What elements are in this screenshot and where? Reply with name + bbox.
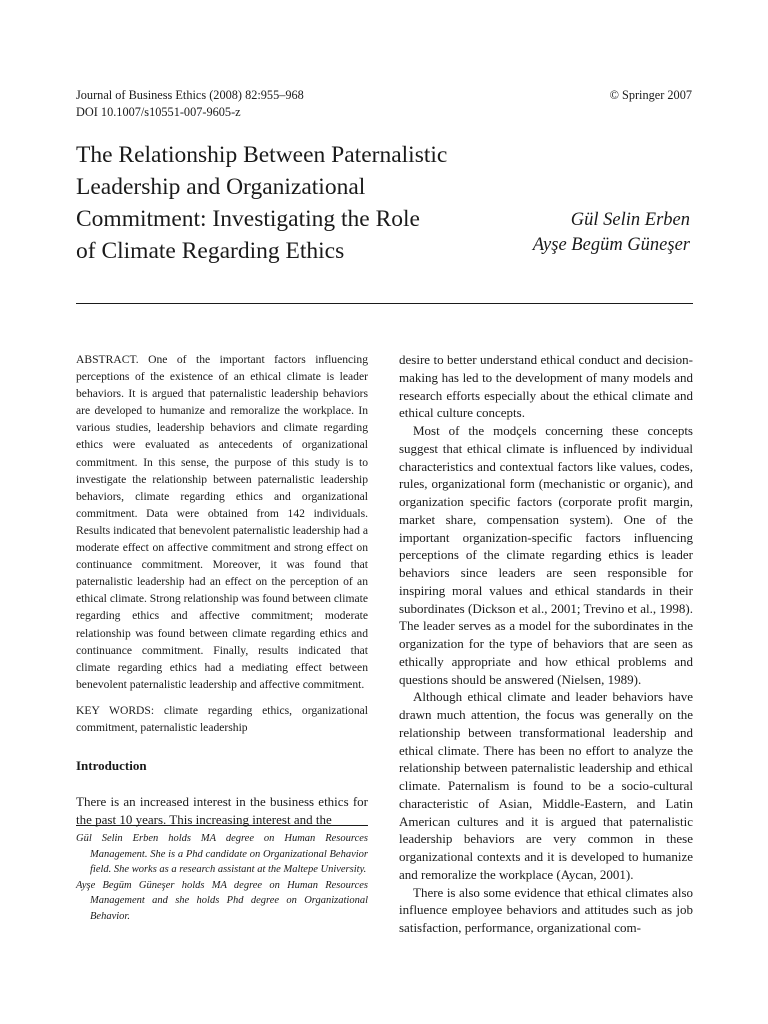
abstract: ABSTRACT. One of the important factors influencing perceptions of the existence of an ethical climate is leader behaviors. It is argued that paternalistic leadership behaviors are developed to humanize and remoralize the workplace. In various studies, leadership behaviors and climate regarding ethics were evaluated as antecedents of organizational commitment. In this sense, the purpose of this study is to investigate the relationship between paternalistic leadership behaviors, climate regarding ethics and organizational commitment. Data were obtained from 142 individuals. Results indicated that benevolent paternalistic leadership had a moderate effect on affective commitment and strong effect on continuance commitment. Moreover, it was found that paternalistic leadership had an effect on the perception of an ethical climate. Strong relationship was found between climate regarding ethics and affective commitment; moderate relationship was found between climate regarding ethics and continuance commitment. Finally, results indicated that climate regarding ethics had a mediating effect between benevolent paternalistic leadership and affective commitment. [76,353,368,691]
footnote-divider [76,825,368,826]
body-paragraph: Although ethical climate and leader behaviors have drawn much attention, the focus was generally on the relationship between transformational leadership and ethical climate. There has been no effort to analyze the relationship between paternalistic leadership and ethical climate. Paternalism is found to be a socio-cultural characteristic of Asian, Middle-Eastern, and Latin American cultures and it is argued that paternalistic leadership behaviors are very common in these organizational contexts and it is developed to humanize and remoralize the workplace (Aycan, 2001). [399,689,693,882]
article-title [76,139,516,267]
author-list [533,208,690,258]
right-column [399,351,693,937]
title-divider [76,303,693,304]
keywords: KEY WORDS: climate regarding ethics, organizational commitment, paternalistic leadership [76,703,368,734]
copyright: © Springer 2007 [609,88,692,102]
journal-header [76,87,304,121]
footnote-author-2: Ayşe Begüm Güneşer holds MA degree on Human Resources Management and she holds Phd degree on Organizational Behavior. [76,879,368,922]
section-heading-introduction: Introduction [76,758,147,774]
author-name: Ayşe Begüm Güneşer [532,235,690,255]
title-line: Leadership and Organizational [76,174,366,200]
doi: DOI 10.1007/s10551-007-9605-z [76,105,241,119]
title-line: of Climate Regarding Ethics [76,238,345,264]
body-paragraph: Most of the modçels concerning these concepts suggest that ethical climate is influenced by individual characteristics and contextual factors like values, codes, rules, organizational form (mechanistic or organic), and organization specific factors (corporate profit margin, market share, compensation system). One of the important organization-specific factors influencing perceptions of the climate regarding ethics is leader behaviors since leaders are seen responsible for inspiring moral values and ethical standards in their subordinates (Dickson et al., 2001; Trevino et al., 1998). The leader serves as a model for the subordinates in the organization for the type of behaviors that are seen as ethically appropriate and how ethical problems and questions should be answered (Nielsen, 1989). [399,423,693,687]
introduction-paragraph: There is an increased interest in the business ethics for the past 10 years. This increasing interest and the [76,794,368,827]
title-line: Commitment: Investigating the Role [76,206,420,232]
footnote-author-1: Gül Selin Erben holds MA degree on Human Resources Management. She is a Phd candidate on Organizational Behavior field. She works as a research assistant at the Maltepe University. [76,833,368,875]
title-line: The Relationship Between Paternalistic [76,142,448,168]
journal-citation: Journal of Business Ethics (2008) 82:955–968 [76,88,304,102]
author-name: Gül Selin Erben [570,210,690,230]
body-paragraph: desire to better understand ethical conduct and decision-making has led to the development of many models and research efforts especially about the ethical climate and ethical culture concepts. [399,352,693,421]
body-paragraph: There is also some evidence that ethical climates also influence employee behaviors and attitudes such as job satisfaction, performance, organizational com- [399,884,693,935]
left-column [76,351,368,829]
footnotes [76,831,368,924]
